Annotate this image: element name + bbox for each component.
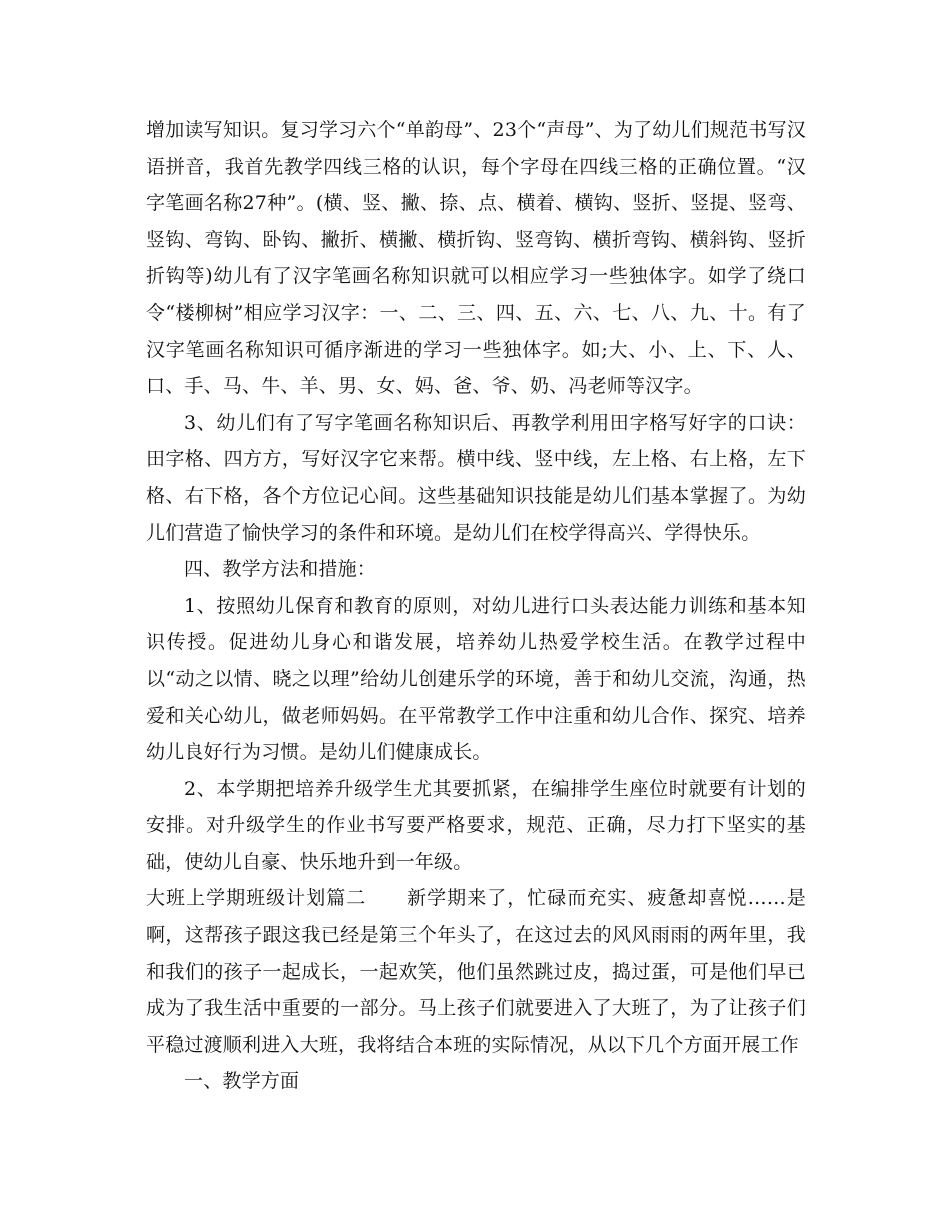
paragraph-reading-writing [146,112,806,405]
paragraph-method-2 [146,771,806,881]
plan-title: 大班上学期班级计划篇二 [146,887,367,910]
paragraph-text: 3、幼儿们有了写字笔画名称知识后、再教学利用田字格写好字的口诀：田字格、四方方，写好汉字它来帮。横中线、竖中线，左上格、右上格，左下格、右下格，各个方位记心间。这些基础知识技能是幼儿们基本掌握了。为幼儿们营造了愉快学习的条件和环境。是幼儿们在校学得高兴、学得快乐。 [146,411,806,544]
heading-text: 四、教学方法和措施： [184,558,377,581]
paragraph-text: 新学期来了，忙碌而充实、疲惫却喜悦……是啊，这帮孩子跟这我已经是第三个年头了，在这过去的风风雨雨的两年里，我和我们的孩子一起成长，一起欢笑，他们虽然跳过皮，捣过蛋，可是他们早已成为了我生活中重要的一部分。马上孩子们就要进入了大班了，为了让孩子们平稳过渡顺利进入大班，我将结合本班的实际情况，从以下几个方面开展工作 [146,887,806,1056]
paragraph-text: 2、本学期把培养升级学生尤其要抓紧，在编排学生座位时就要有计划的安排。对升级学生的作业书写要严格要求，规范、正确，尽力打下坚实的基础，使幼儿自豪、快乐地升到一年级。 [146,777,806,873]
paragraph-text: 1、按照幼儿保育和教育的原则，对幼儿进行口头表达能力训练和基本知识传授。促进幼儿身心和谐发展，培养幼儿热爱学校生活。在教学过程中以“动之以情、晓之以理”给幼儿创建乐学的环境，善于和幼儿交流，沟通，热爱和关心幼儿，做老师妈妈。在平常教学工作中注重和幼儿合作、探究、培养幼儿良好行为习惯。是幼儿们健康成长。 [146,594,806,764]
paragraph-plan-part-two [146,880,806,1063]
heading-text: 一、教学方面 [184,1070,300,1093]
section-heading-methods [146,551,806,588]
paragraph-tianzige [146,405,806,551]
paragraph-text: 增加读写知识。复习学习六个“单韵母”、23个“声母”、为了幼儿们规范书写汉语拼音，我首先教学四线三格的认识，每个字母在四线三格的正确位置。“汉字笔画名称27种”。(横、竖、撇、捺、点、横着、横钩、竖折、竖提、竖弯、竖钩、弯钩、卧钩、撇折、横撇、横折钩、竖弯钩、横折弯钩、横斜钩、竖折折钩等)幼儿有了汉字笔画名称知识就可以相应学习一些独体字。如学了绕口令“楼柳树”相应学习汉字：一、二、三、四、五、六、七、八、九、十。有了汉字笔画名称知识可循序渐进的学习一些独体字。如;大、小、上、下、人、口、手、马、牛、羊、男、女、妈、爸、爷、奶、冯老师等汉字。 [146,119,806,398]
section-heading-teaching [146,1063,806,1100]
document-body [146,112,806,1100]
paragraph-method-1 [146,588,806,771]
